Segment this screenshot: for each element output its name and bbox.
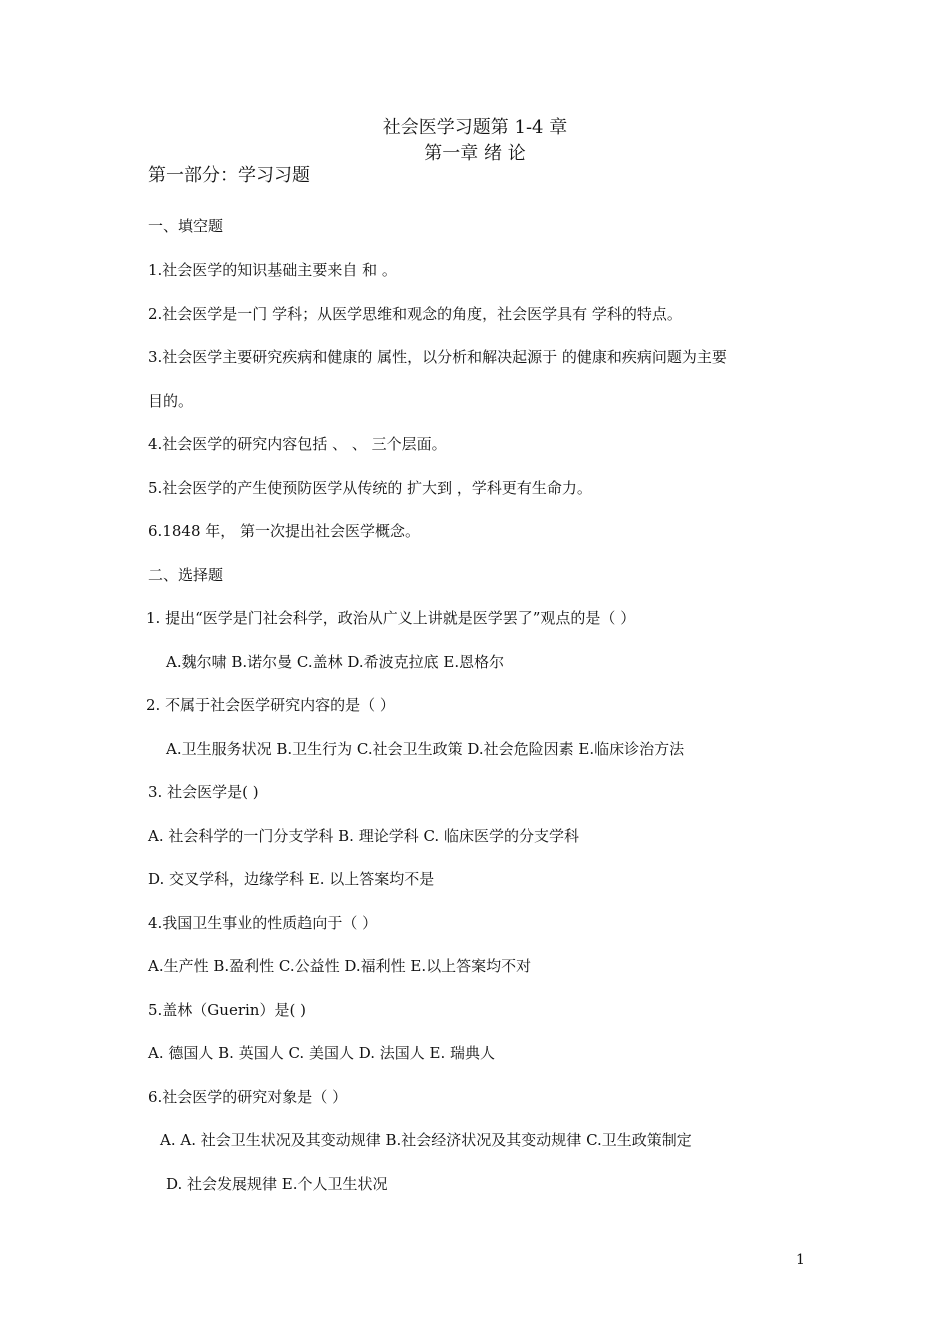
choice-options: A.卫生服务状况 B.卫生行为 C.社会卫生政策 D.社会危险因素 E.临床诊治方法 <box>166 740 685 758</box>
choice-options: A. 德国人 B. 英国人 C. 美国人 D. 法国人 E. 瑞典人 <box>148 1044 495 1062</box>
page-number: 1 <box>796 1252 805 1268</box>
section-heading-choice: 二、选择题 <box>148 566 224 584</box>
choice-options: A.生产性 B.盈利性 C.公益性 D.福利性 E.以上答案均不对 <box>148 957 532 975</box>
choice-options: D. 交叉学科，边缘学科 E. 以上答案均不是 <box>148 870 435 888</box>
choice-question: 3. 社会医学是( ) <box>148 783 259 801</box>
choice-options: A. A. 社会卫生状况及其变动规律 B.社会经济状况及其变动规律 C.卫生政策制定 <box>160 1131 692 1149</box>
fill-blank-item: 4.社会医学的研究内容包括 、 、 三个层面。 <box>148 435 447 453</box>
fill-blank-item-continuation: 目的。 <box>148 392 194 410</box>
choice-question: 2. 不属于社会医学研究内容的是（ ） <box>146 696 395 714</box>
fill-blank-item: 3.社会医学主要研究疾病和健康的 属性，以分析和解决起源于 的健康和疾病问题为主要 <box>148 348 727 366</box>
choice-options: A. 社会科学的一门分支学科 B. 理论学科 C. 临床医学的分支学科 <box>148 827 579 845</box>
fill-blank-item: 5.社会医学的产生使预防医学从传统的 扩大到 ，学科更有生命力。 <box>148 479 592 497</box>
fill-blank-item: 2.社会医学是一门 学科；从医学思维和观念的角度，社会医学具有 学科的特点。 <box>148 305 682 323</box>
document-title: 社会医学习题第 1-4 章 <box>382 117 568 138</box>
choice-question: 5.盖林（Guerin）是( ) <box>148 1001 306 1019</box>
choice-question: 1. 提出“医学是门社会科学，政治从广义上讲就是医学罢了”观点的是（ ） <box>146 609 636 627</box>
fill-blank-item: 6.1848 年， 第一次提出社会医学概念。 <box>148 522 421 540</box>
choice-question: 6.社会医学的研究对象是（ ） <box>148 1088 348 1106</box>
section-heading-fill-blank: 一、填空题 <box>148 217 224 235</box>
choice-options: D. 社会发展规律 E.个人卫生状况 <box>166 1175 388 1193</box>
choice-question: 4.我国卫生事业的性质趋向于（ ） <box>148 914 378 932</box>
chapter-title: 第一章 绪 论 <box>424 143 526 164</box>
fill-blank-item: 1.社会医学的知识基础主要来自 和 。 <box>148 261 397 279</box>
choice-options: A.魏尔啸 B.诺尔曼 C.盖林 D.希波克拉底 E.恩格尔 <box>166 653 505 671</box>
part-heading: 第一部分：学习习题 <box>148 165 310 186</box>
